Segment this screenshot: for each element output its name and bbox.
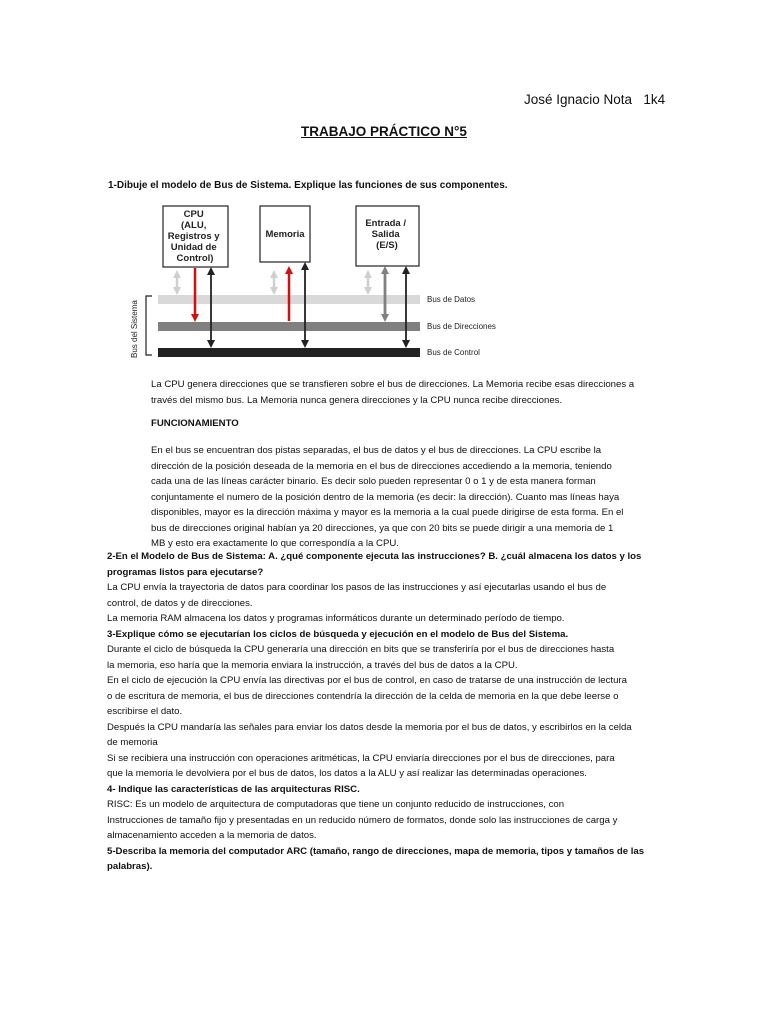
question-line: 3-Explique cómo se ejecutarían los ciclos de búsqueda y ejecución en el modelo de Bus del Sistema. bbox=[107, 628, 569, 640]
answer-line: almacenamiento acceden a la memoria de datos. bbox=[107, 830, 317, 841]
text-line: En el bus se encuentran dos pistas separadas, el bus de datos y el bus de direcciones. La CPU escribe la bbox=[151, 445, 602, 456]
answer-line: de memoria bbox=[107, 737, 158, 748]
author-name: José Ignacio Nota 1k4 bbox=[524, 92, 666, 107]
answer-line: La memoria RAM almacena los datos y programas informáticos durante un determinado período de tiempo. bbox=[107, 613, 565, 624]
question-line: 4- Indique las características de las arquitecturas RISC. bbox=[107, 783, 360, 795]
text-line: MB y esto era exactamente lo que correspondía a la CPU. bbox=[151, 538, 399, 549]
answer-line: La CPU envía la trayectoria de datos para coordinar los pasos de las instrucciones y así ejecutarlas usando el bus de bbox=[107, 582, 607, 593]
answer-line: En el ciclo de ejecución la CPU envía las directivas por el bus de control, en caso de tratarse de una instrucción de lectura bbox=[107, 675, 627, 686]
address-bus-bar bbox=[158, 322, 420, 331]
text-line: dirección de la posición deseada de la memoria en el bus de direcciones accediendo a la memoria, teniendo bbox=[151, 460, 612, 472]
answer-line: Si se recibiera una instrucción con operaciones aritméticas, la CPU enviaría direcciones por el bus de direcciones, para bbox=[107, 752, 615, 764]
funcionamiento-body bbox=[151, 443, 671, 552]
control-bus-bar bbox=[158, 348, 420, 357]
answer-line: Después la CPU mandaría las señales para enviar los datos desde la memoria por el bus de datos, y escribirlos en la celda bbox=[107, 721, 632, 733]
answer-line: o de escritura de memoria, el bus de direcciones contendría la dirección de la celda de memoria en la que debe leerse o bbox=[107, 690, 619, 702]
memory-label: Memoria bbox=[265, 229, 305, 240]
question-1: 1-Dibuje el modelo de Bus de Sistema. Explique las funciones de sus componentes. bbox=[108, 180, 508, 191]
text-line: bus de direcciones original habían ya 20 direcciones, ya que con 20 bits se puede dirigir a una memoria de 1 bbox=[151, 522, 614, 534]
text-line: La CPU genera direcciones que se transfieren sobre el bus de direcciones. La Memoria recibe esas direcciones a bbox=[151, 379, 635, 390]
text-line: disponibles, mayor es la dirección máxima y mayor es la memoria a la cual puede dirigirse de esta forma. En el bbox=[151, 507, 624, 518]
question-line: programas listos para ejecutarse? bbox=[107, 566, 264, 578]
address-bus-label: Bus de Direcciones bbox=[427, 322, 496, 331]
text-line: través del mismo bus. La Memoria nunca genera direcciones y la CPU nunca recibe direcciones. bbox=[151, 394, 563, 406]
question-line: 5-Describa la memoria del computador ARC (tamaño, rango de direcciones, mapa de memoria, tipos y tamaños de las bbox=[107, 845, 645, 857]
cpu-label: CPU (ALU, Registros y Unidad de Control) bbox=[167, 209, 220, 264]
questions-2-to-5 bbox=[107, 549, 667, 875]
text-line: conjuntamente el numero de la posición dentro de la memoria (es decir: la dirección). Cuanto mas líneas haya bbox=[151, 491, 620, 503]
answer-line: control, de datos y de direcciones. bbox=[107, 597, 253, 609]
data-bus-label: Bus de Datos bbox=[427, 295, 476, 304]
system-bus-bracket bbox=[146, 296, 152, 355]
system-bus-label: Bus del Sistema bbox=[130, 300, 139, 358]
funcionamiento-heading: FUNCIONAMIENTO bbox=[151, 418, 239, 429]
question-line: 2-En el Modelo de Bus de Sistema: A. ¿qué componente ejecuta las instrucciones? B. ¿cuál almacena los datos y los bbox=[107, 551, 642, 562]
text-line: cada una de las líneas carácter binario. Es decir solo pueden representar 0 o 1 y de esta manera forman bbox=[151, 476, 596, 487]
document-title: TRABAJO PRÁCTICO N°5 bbox=[301, 124, 467, 139]
answer-line: Instrucciones de tamaño fijo y presentadas en un reducido número de formatos, donde solo las instrucciones de carga y bbox=[107, 814, 618, 826]
answer-line: Durante el ciclo de búsqueda la CPU generaría una dirección en bits que se transferiría por el bus de direcciones hasta bbox=[107, 644, 615, 655]
question-line: palabras). bbox=[107, 861, 153, 872]
system-bus-diagram bbox=[126, 200, 526, 368]
answer-line: RISC: Es un modelo de arquitectura de computadoras que tiene un conjunto reducido de instrucciones, con bbox=[107, 799, 565, 810]
answer-line: la memoria, eso haría que la memoria enviara la instrucción, a través del bus de datos a la CPU. bbox=[107, 659, 518, 671]
answer-line: que la memoria le devolviera por el bus de datos, los datos a la ALU y así realizar las determinadas operaciones. bbox=[107, 768, 587, 779]
io-label: Entrada / Salida (E/S) bbox=[365, 218, 407, 251]
answer-1-intro bbox=[151, 377, 671, 408]
control-bus-label: Bus de Control bbox=[427, 348, 480, 357]
answer-line: escribirse el dato. bbox=[107, 706, 183, 717]
